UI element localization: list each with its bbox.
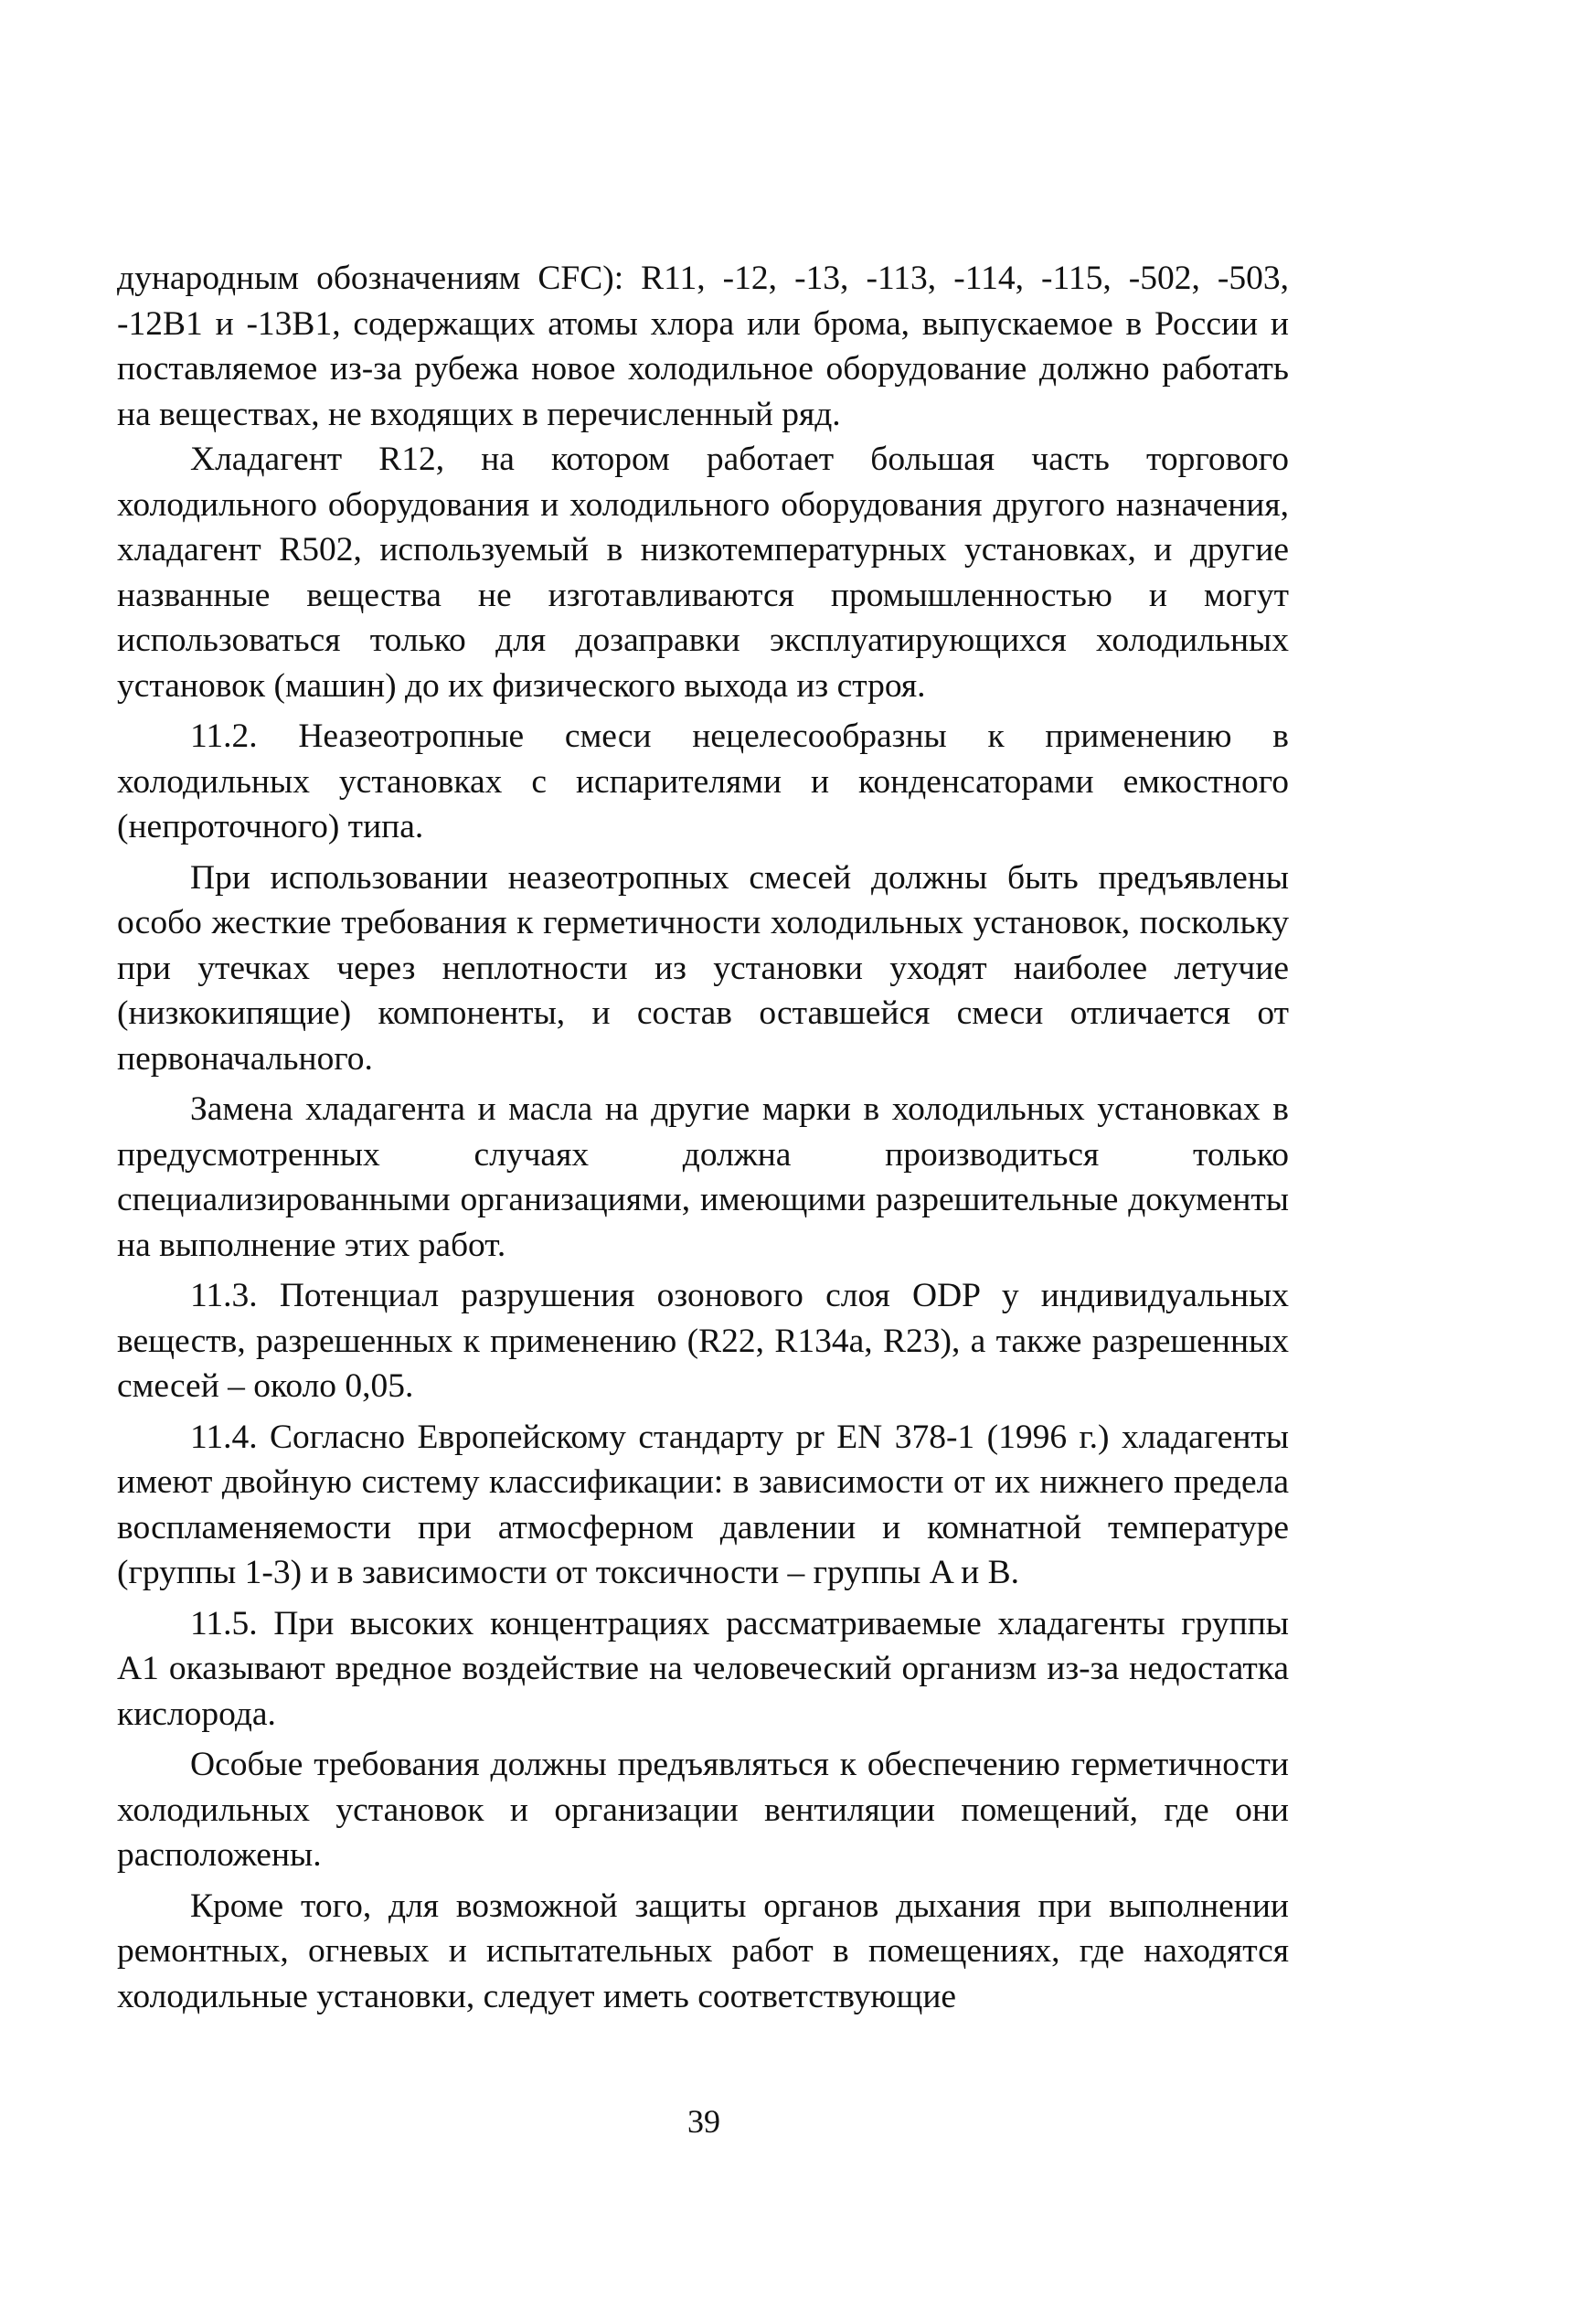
paragraph-11-3: 11.3. Потенциал разрушения озонового слоя ODP у индивидуальных веществ, разрешенных к применению (R22, R134a, R23), а также разрешенных смесей – около 0,05. xyxy=(117,1277,1289,1405)
body-text xyxy=(117,256,1289,2019)
paragraph-11-5: 11.5. При высоких концентрациях рассматриваемые хладагенты группы A1 оказывают вредное воздействие на человеческий организм из-за недостатка кислорода. xyxy=(117,1604,1289,1733)
paragraph-continuation: дународным обозначениям CFC): R11, -12, -13, -113, -114, -115, -502, -503, -12B1 и -13B1, содержащих атомы хлора или брома, выпускаемое в России и поставляемое из-за рубежа новое холодильное оборудование должно работать на веществах, не входящих в перечисленный ряд. xyxy=(117,260,1289,433)
paragraph-11-2: 11.2. Неазеотропные смеси нецелесообразны к применению в холодильных установках с испарителями и конденсаторами емкостного (непроточного) типа. xyxy=(117,717,1289,845)
paragraph-non-azeotropic: При использовании неазеотропных смесей должны быть предъявлены особо жесткие требования к герметичности холодильных установок, поскольку при утечках через неплотности из установки уходят наиболее летучие (низкокипящие) компоненты, и состав оставшейся смеси отличается от первоначального. xyxy=(117,858,1289,1078)
paragraph-special-requirements: Особые требования должны предъявляться к обеспечению герметичности холодильных установок и организации вентиляции помещений, где они расположены. xyxy=(117,1746,1289,1874)
paragraph-protection: Кроме того, для возможной защиты органов дыхания при выполнении ремонтных, огневых и испытательных работ в помещениях, где находятся холодильные установки, следует иметь соответствующие xyxy=(117,1887,1289,2015)
paragraph-11-4: 11.4. Согласно Европейскому стандарту pr EN 378-1 (1996 г.) хладагенты имеют двойную систему классификации: в зависимости от их нижнего предела воспламеняемости при атмосферном давлении и комнатной температуре (группы 1-3) и в зависимости от токсичности – группы A и B. xyxy=(117,1418,1289,1591)
paragraph-replacement: Замена хладагента и масла на другие марки в холодильных установках в предусмотренных случаях должна производиться только специализированными организациями, имеющими разрешительные документы на выполнение этих работ. xyxy=(117,1090,1289,1264)
paragraph-r12: Хладагент R12, на котором работает большая часть торгового холодильного оборудования и холодильного оборудования другого назначения, хладагент R502, используемый в низкотемпературных установках, и другие названные вещества не изготавливаются промышленностью и могут использоваться только для дозаправки эксплуатирующихся холодильных установок (машин) до их физического выхода из строя. xyxy=(117,441,1289,705)
page-number: 39 xyxy=(687,2103,720,2140)
